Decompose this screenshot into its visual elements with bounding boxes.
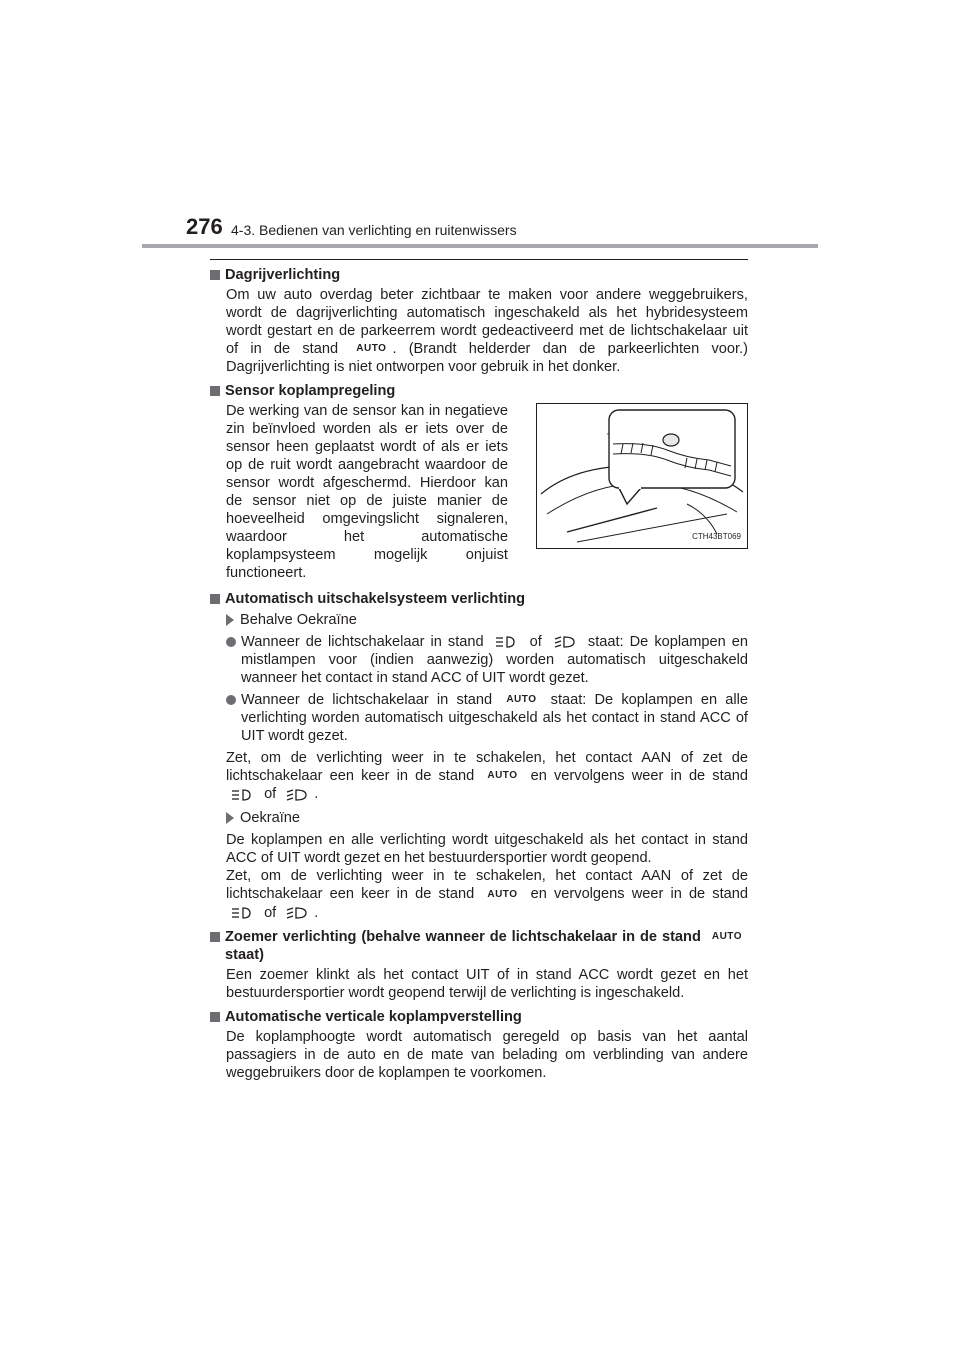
section-heading-sensor: Sensor koplampregeling [210,382,748,400]
tail-light-icon [284,906,310,920]
auto-icon: AUTO [506,694,537,706]
daytime-lights-text: Om uw auto overdag beter zichtbaar te maken voor andere weggebruikers, wordt de dagrijverlichting automatisch ingeschakeld als het hybridesysteem wordt gestart en de parkeerrem wordt gedeactiveerd met de lichtschakelaar uit of in de stand AUTO . (Brandt helderder dan de parkeerlichten voor.) Dagrijverlichting is niet ontworpen voor gebruik in het donker. [226,287,748,376]
page-content [210,266,748,1088]
sensor-figure [536,403,748,549]
subheading-except-ukraine: Behalve Oekraïne [226,611,748,629]
sensor-row [226,402,748,582]
auto-icon: AUTO [487,888,518,900]
square-bullet-icon [210,932,220,942]
auto-icon: AUTO [711,930,742,942]
leveling-text: De koplamphoogte wordt automatisch geregeld op basis van het aantal passagiers in de auto en de mate van belading om verblinding van andere weggebruikers door de koplampen te voorkomen. [226,1028,748,1081]
square-bullet-icon [210,270,220,280]
auto-icon: AUTO [356,343,387,355]
tail-light-icon [284,788,310,802]
section-heading-daytime-lights: Dagrijverlichting [210,266,748,284]
triangle-bullet-icon [226,614,234,626]
headlight-icon [494,635,520,649]
triangle-bullet-icon [226,812,234,824]
header-rule [142,244,818,248]
round-bullet-icon [226,695,236,705]
headlight-icon [230,906,256,920]
ukraine-reactivate-text: Zet, om de verlichting weer in te schakelen, het contact AAN of zet de lichtschakelaar een keer in de stand AUTO en vervolgens weer in de stand of . [226,868,749,921]
sensor-text: De werking van de sensor kan in negatieve zin beïnvloed worden als er iets over de sensor heen geplaatst wordt of als er iets op de ruit wordt aangebracht waardoor de sensor wordt afgeschermd. Hierdoor kan de sensor niet op de juiste manier de hoeveelheid omgevingslicht signaleren, waardoor het automatische koplampsysteem mogelijk onjuist functioneert. [226,403,508,582]
figure-code: CTH43BT069 [692,532,741,542]
headlight-icon [230,788,256,802]
chapter-title: 4-3. Bedienen van verlichting en ruitenwissers [231,222,517,238]
tail-light-icon [552,635,578,649]
section-heading-buzzer: Zoemer verlichting (behalve wanneer de lichtschakelaar in de stand AUTO staat) [210,928,748,964]
reactivate-text: Zet, om de verlichting weer in te schakelen, het contact AAN of zet de lichtschakelaar een keer in de stand AUTO en vervolgens weer in de stand of . [226,750,749,803]
subheading-ukraine: Oekraïne [226,809,748,827]
buzzer-text: Een zoemer klinkt als het contact UIT of in stand ACC wordt gezet en het bestuurdersportier wordt geopend terwijl de verlichting is ingeschakeld. [226,966,748,1001]
square-bullet-icon [210,1012,220,1022]
windshield-sensor-illustration [537,404,747,548]
round-bullet-icon [226,637,236,647]
bullet-item: Wanneer de lichtschakelaar in stand AUTO staat: De koplampen en alle verlichting worden automatisch uitgeschakeld als het contact in stand ACC of UIT wordt gezet. [226,691,748,745]
bullet-item: Wanneer de lichtschakelaar in stand of staat: De koplampen en mistlampen voor (indien aanwezig) worden automatisch uitgeschakeld wanneer het contact in stand ACC of UIT wordt gezet. [226,633,748,687]
square-bullet-icon [210,386,220,396]
section-heading-leveling: Automatische verticale koplampverstelling [210,1008,748,1026]
auto-icon: AUTO [487,770,518,782]
section-heading-auto-off: Automatisch uitschakelsysteem verlichting [210,590,748,608]
square-bullet-icon [210,594,220,604]
section-rule [210,259,748,260]
page-number: 276 [186,214,223,239]
ukraine-text: De koplampen en alle verlichting wordt uitgeschakeld als het contact in stand ACC of UIT wordt gezet en het bestuurdersportier wordt geopend. [226,832,748,867]
